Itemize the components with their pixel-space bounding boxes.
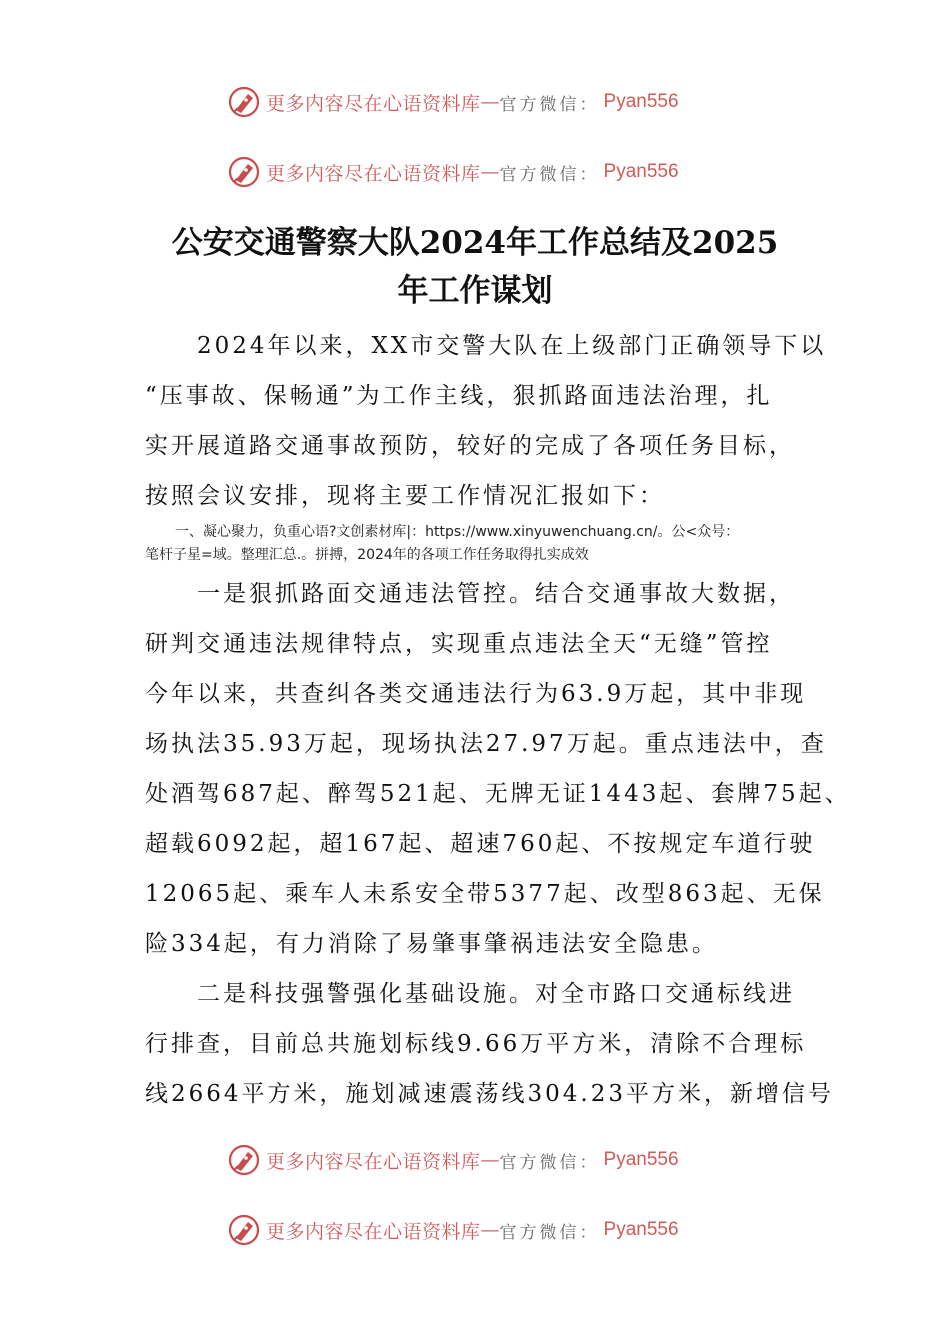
banner-dash: — xyxy=(480,91,500,113)
banner-main-text: 更多内容尽在心语资料库 xyxy=(266,162,481,185)
para1-line: 场执法35.93万起，现场执法27.97万起。重点违法中，查 xyxy=(145,731,827,757)
banner-sub-text: 官方微信： xyxy=(499,1152,600,1173)
watermark-banner-top-2 xyxy=(226,152,679,192)
section-heading-line: 笔杆子星=域。整理汇总.。拼搏，2024年的各项工作任务取得扎实成效 xyxy=(145,547,589,563)
banner-account-id: Pyan556 xyxy=(603,91,679,112)
watermark-banner-top-1 xyxy=(226,82,679,122)
watermark-banner-bottom-2 xyxy=(226,1210,679,1250)
banner-main-text: 更多内容尽在心语资料库 xyxy=(266,1220,481,1243)
intro-line: 实开展道路交通事故预防，较好的完成了各项任务目标， xyxy=(145,433,795,459)
intro-line: 按照会议安排，现将主要工作情况汇报如下： xyxy=(145,483,665,509)
para1-line: 超载6092起，超167起、超速760起、不按规定车道行驶 xyxy=(145,831,816,857)
banner-sub-text: 官方微信： xyxy=(499,1222,600,1243)
banner-main-text: 更多内容尽在心语资料库 xyxy=(266,1150,481,1173)
pen-nib-circle-icon xyxy=(226,1142,262,1178)
para1-line: 一是狠抓路面交通违法管控。结合交通事故大数据， xyxy=(197,581,795,607)
banner-sub-text: 官方微信： xyxy=(499,94,600,115)
pen-nib-circle-icon xyxy=(226,84,262,120)
intro-line: “压事故、保畅通”为工作主线，狠抓路面违法治理，扎 xyxy=(145,383,773,409)
para2-line: 二是科技强警强化基础设施。对全市路口交通标线进 xyxy=(197,981,795,1007)
document-title-line-2: 年工作谋划 xyxy=(397,273,553,309)
section-heading-line: 一、凝心聚力，负重心语?文创素材库|：https://www.xinyuwenchuang.cn/。公<众号： xyxy=(175,524,740,540)
pen-nib-circle-icon xyxy=(226,1212,262,1248)
intro-line: 2024年以来，XX市交警大队在上级部门正确领导下以 xyxy=(197,333,827,359)
banner-account-id: Pyan556 xyxy=(603,1149,679,1170)
banner-dash: — xyxy=(480,1149,500,1171)
document-title-line-1: 公安交通警察大队2024年工作总结及2025 xyxy=(171,225,779,261)
para1-line: 今年以来，共查纠各类交通违法行为63.9万起，其中非现 xyxy=(145,681,807,707)
para1-line: 研判交通违法规律特点，实现重点违法全天“无缝”管控 xyxy=(145,631,773,657)
watermark-banner-bottom-1 xyxy=(226,1140,679,1180)
banner-account-id: Pyan556 xyxy=(603,1219,679,1240)
para1-line: 处酒驾687起、醉驾521起、无牌无证1443起、套牌75起、 xyxy=(145,781,851,807)
para2-line: 行排查，目前总共施划标线9.66万平方米，清除不合理标 xyxy=(145,1031,807,1057)
para1-line: 12065起、乘车人未系安全带5377起、改型863起、无保 xyxy=(145,881,825,907)
banner-dash: — xyxy=(480,161,500,183)
para1-line: 险334起，有力消除了易肇事肇祸违法安全隐患。 xyxy=(145,931,718,957)
banner-sub-text: 官方微信： xyxy=(499,164,600,185)
banner-dash: — xyxy=(480,1219,500,1241)
banner-main-text: 更多内容尽在心语资料库 xyxy=(266,92,481,115)
banner-account-id: Pyan556 xyxy=(603,161,679,182)
pen-nib-circle-icon xyxy=(226,154,262,190)
para2-line: 线2664平方米，施划减速震荡线304.23平方米，新增信号 xyxy=(145,1081,835,1107)
